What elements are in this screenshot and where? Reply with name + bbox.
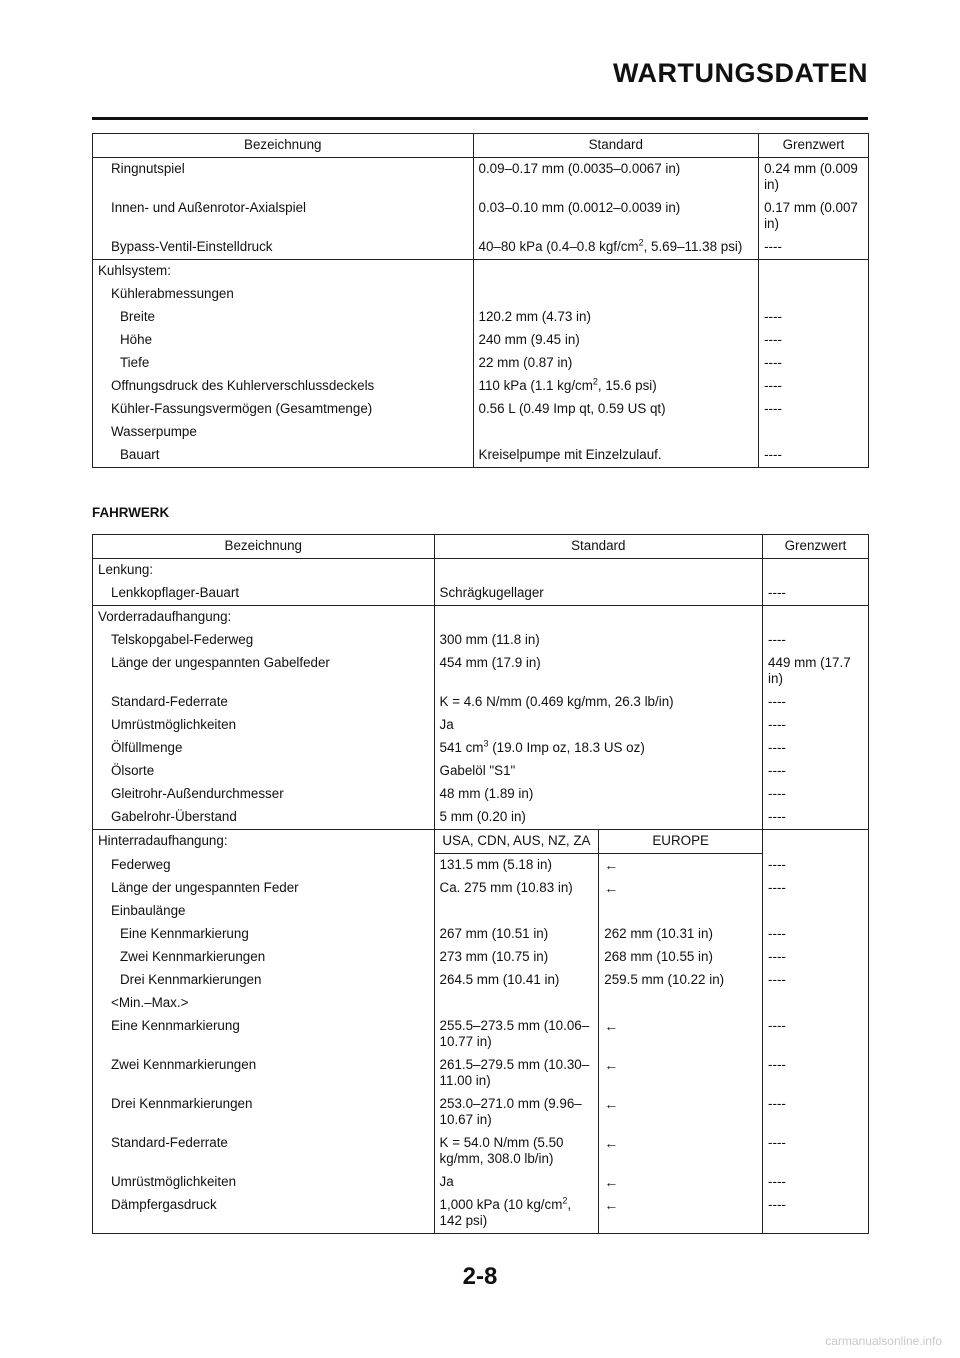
header-standard: Standard [434, 535, 763, 559]
left-arrow-icon: ← [599, 877, 763, 900]
row-label: Bauart [93, 444, 474, 468]
table-row [93, 992, 869, 1015]
row-limit: ---- [763, 783, 869, 806]
row-europe: 259.5 mm (10.22 in) [599, 969, 763, 992]
row-label: Umrüstmöglichkeiten [93, 1171, 435, 1194]
row-standard: Kreiselpumpe mit Einzelzulauf. [473, 444, 759, 468]
subheader-usa: USA, CDN, AUS, NZ, ZA [434, 830, 599, 854]
row-limit: ---- [759, 398, 869, 421]
row-standard: Schrägkugellager [434, 582, 763, 606]
table-row [93, 158, 869, 198]
left-arrow-icon: ← [599, 854, 763, 878]
left-arrow-icon: ← [599, 1054, 763, 1093]
row-standard: 5 mm (0.20 in) [434, 806, 763, 830]
row-label: Gleitrohr-Außendurchmesser [93, 783, 435, 806]
row-standard: 40–80 kPa (0.4–0.8 kgf/$cm^2$, 5.69–11.38 psi) [473, 236, 759, 260]
table-row [93, 1015, 869, 1054]
table-header-row [93, 134, 869, 158]
row-label: Tiefe [93, 352, 474, 375]
page-number: 2-8 [462, 1263, 498, 1290]
row-standard: 0.09–0.17 mm (0.0035–0.0067 in) [473, 158, 759, 198]
title-rule [92, 117, 868, 120]
header-grenzwert: Grenzwert [763, 535, 869, 559]
row-limit: 0.24 mm (0.009 in) [759, 158, 869, 198]
row-usa: Ca. 275 mm (10.83 in) [434, 877, 599, 900]
row-usa: 267 mm (10.51 in) [434, 923, 599, 946]
table-row [93, 444, 869, 468]
table-row [93, 854, 869, 878]
table-row [93, 969, 869, 992]
row-usa: 273 mm (10.75 in) [434, 946, 599, 969]
left-arrow-icon: ← [599, 1171, 763, 1194]
row-label: Innen- und Außenrotor-Axialspiel [93, 197, 474, 236]
row-label: Federweg [93, 854, 435, 878]
row-limit: ---- [759, 352, 869, 375]
row-limit: ---- [763, 691, 869, 714]
row-limit: ---- [763, 854, 869, 878]
group-title: Vorderradaufhangung: [93, 606, 435, 630]
row-standard: K = 4.6 N/mm (0.469 kg/mm, 26.3 lb/in) [434, 691, 763, 714]
table-row [93, 946, 869, 969]
table-row [93, 923, 869, 946]
row-label: Dämpfergasdruck [93, 1194, 435, 1234]
row-limit: ---- [759, 306, 869, 329]
table-row [93, 806, 869, 830]
row-limit: ---- [763, 946, 869, 969]
row-limit: ---- [763, 714, 869, 737]
row-label: Ölfüllmenge [93, 737, 435, 760]
row-label: Standard-Federrate [93, 1132, 435, 1171]
row-label: Zwei Kennmarkierungen [93, 1054, 435, 1093]
row-limit: ---- [763, 1171, 869, 1194]
table-row [93, 691, 869, 714]
row-label: Offnungsdruck des Kuhlerverschlussdeckels [93, 375, 474, 398]
header-bezeichnung: Bezeichnung [93, 535, 435, 559]
row-usa: Ja [434, 1171, 599, 1194]
row-label: Höhe [93, 329, 474, 352]
table-row [93, 283, 869, 306]
row-limit: ---- [763, 737, 869, 760]
row-standard: 120.2 mm (4.73 in) [473, 306, 759, 329]
row-usa: 1,000 kPa (10 $kg/cm^2$, 142 psi) [434, 1194, 599, 1234]
table-header-row [93, 535, 869, 559]
table-row [93, 352, 869, 375]
row-usa: 261.5–279.5 mm (10.30–11.00 in) [434, 1054, 599, 1093]
group-title: Kuhlsystem: [93, 260, 474, 284]
left-arrow-icon: ← [599, 1093, 763, 1132]
row-standard: 240 mm (9.45 in) [473, 329, 759, 352]
row-label: Drei Kennmarkierungen [93, 1093, 435, 1132]
row-standard: Gabelöl "S1" [434, 760, 763, 783]
left-arrow-icon: ← [599, 1132, 763, 1171]
row-usa: 255.5–273.5 mm (10.06–10.77 in) [434, 1015, 599, 1054]
row-limit: ---- [763, 1054, 869, 1093]
row-label: Zwei Kennmarkierungen [93, 946, 435, 969]
table-row [93, 559, 869, 583]
row-limit: ---- [763, 1015, 869, 1054]
row-europe: 268 mm (10.55 in) [599, 946, 763, 969]
table-row [93, 197, 869, 236]
row-standard: 541 $cm^3$ (19.0 Imp oz, 18.3 US oz) [434, 737, 763, 760]
row-standard: 22 mm (0.87 in) [473, 352, 759, 375]
row-limit: ---- [763, 582, 869, 606]
row-usa: K = 54.0 N/mm (5.50 kg/mm, 308.0 lb/in) [434, 1132, 599, 1171]
row-label: Telskopgabel-Federweg [93, 629, 435, 652]
row-label: Ölsorte [93, 760, 435, 783]
row-limit: ---- [763, 877, 869, 900]
row-limit: ---- [763, 1132, 869, 1171]
table-row [93, 1132, 869, 1171]
row-label: Länge der ungespannten Gabelfeder [93, 652, 435, 691]
row-label: <Min.–Max.> [93, 992, 435, 1015]
row-label: Bypass-Ventil-Einstelldruck [93, 236, 474, 260]
row-limit: 0.17 mm (0.007 in) [759, 197, 869, 236]
row-label: Eine Kennmarkierung [93, 923, 435, 946]
row-limit: ---- [763, 923, 869, 946]
row-limit: ---- [763, 760, 869, 783]
row-label: Gabelrohr-Überstand [93, 806, 435, 830]
table-row [93, 1054, 869, 1093]
table-row [93, 1093, 869, 1132]
row-limit: ---- [763, 969, 869, 992]
group-title: Hinterradaufhangung: [93, 830, 435, 854]
group-title: Lenkung: [93, 559, 435, 583]
table-row [93, 737, 869, 760]
table-row [93, 260, 869, 284]
row-limit: ---- [763, 629, 869, 652]
header-bezeichnung: Bezeichnung [93, 134, 474, 158]
row-label: Eine Kennmarkierung [93, 1015, 435, 1054]
row-limit: ---- [759, 329, 869, 352]
table-row [93, 606, 869, 630]
row-standard: 300 mm (11.8 in) [434, 629, 763, 652]
page-title: WARTUNGSDATEN [613, 58, 868, 88]
table-row [93, 306, 869, 329]
row-label: Einbaulänge [93, 900, 435, 923]
row-limit: ---- [763, 1194, 869, 1234]
row-standard: 0.03–0.10 mm (0.0012–0.0039 in) [473, 197, 759, 236]
row-limit: ---- [759, 375, 869, 398]
watermark: carmanualsonline.info [825, 1334, 942, 1348]
row-standard: 0.56 L (0.49 Imp qt, 0.59 US qt) [473, 398, 759, 421]
row-standard: Ja [434, 714, 763, 737]
table-row [93, 236, 869, 260]
row-label: Kühlerabmessungen [93, 283, 474, 306]
row-europe: 262 mm (10.31 in) [599, 923, 763, 946]
table-row [93, 714, 869, 737]
row-label: Wasserpumpe [93, 421, 474, 444]
table-row [93, 582, 869, 606]
row-limit: ---- [763, 806, 869, 830]
row-label: Breite [93, 306, 474, 329]
maintenance-table-chassis [92, 534, 869, 1234]
row-label: Lenkkopflager-Bauart [93, 582, 435, 606]
table-row [93, 900, 869, 923]
row-label: Drei Kennmarkierungen [93, 969, 435, 992]
row-label: Ringnutspiel [93, 158, 474, 198]
section-heading-fahrwerk: FAHRWERK [92, 505, 170, 520]
table-row [93, 830, 869, 854]
table-row [93, 877, 869, 900]
row-limit: ---- [759, 444, 869, 468]
row-standard: 454 mm (17.9 in) [434, 652, 763, 691]
table-row [93, 329, 869, 352]
table-row [93, 375, 869, 398]
left-arrow-icon: ← [599, 1015, 763, 1054]
table-row [93, 1194, 869, 1234]
maintenance-table-engine [92, 133, 869, 468]
subheader-europe: EUROPE [599, 830, 763, 854]
table-row [93, 398, 869, 421]
row-limit: ---- [759, 236, 869, 260]
row-usa: 131.5 mm (5.18 in) [434, 854, 599, 878]
table-row [93, 760, 869, 783]
row-limit: 449 mm (17.7 in) [763, 652, 869, 691]
table-row [93, 421, 869, 444]
table-row [93, 1171, 869, 1194]
table-row [93, 652, 869, 691]
left-arrow-icon: ← [599, 1194, 763, 1234]
row-label: Kühler-Fassungsvermögen (Gesamtmenge) [93, 398, 474, 421]
table-row [93, 783, 869, 806]
row-label: Länge der ungespannten Feder [93, 877, 435, 900]
header-standard: Standard [473, 134, 759, 158]
row-usa: 253.0–271.0 mm (9.96–10.67 in) [434, 1093, 599, 1132]
row-label: Standard-Federrate [93, 691, 435, 714]
row-usa: 264.5 mm (10.41 in) [434, 969, 599, 992]
table-row [93, 629, 869, 652]
header-grenzwert: Grenzwert [759, 134, 869, 158]
row-standard: 48 mm (1.89 in) [434, 783, 763, 806]
row-limit: ---- [763, 1093, 869, 1132]
row-label: Umrüstmöglichkeiten [93, 714, 435, 737]
row-standard: 110 kPa (1.1 $kg/cm^2$, 15.6 psi) [473, 375, 759, 398]
